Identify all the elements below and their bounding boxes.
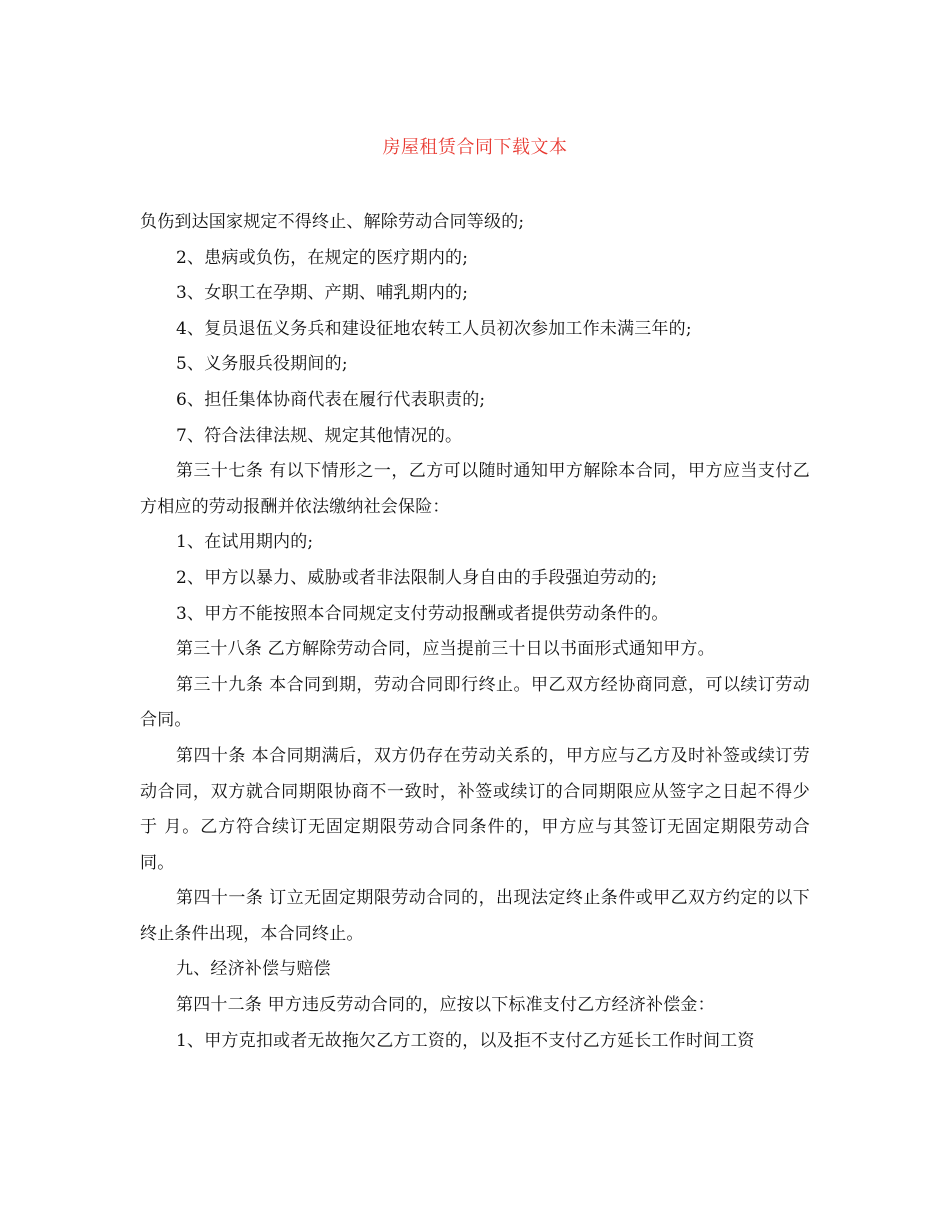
paragraph: 负伤到达国家规定不得终止、解除劳动合同等级的; xyxy=(140,212,525,232)
paragraph: 6、担任集体协商代表在履行代表职责的; xyxy=(176,389,486,410)
paragraph: 4、复员退伍义务兵和建设征地农转工人员初次参加工作未满三年的; xyxy=(176,318,692,339)
paragraph: 第三十七条 有以下情形之一，乙方可以随时通知甲方解除本合同，甲方应当支付乙方相应的劳动报酬并依法缴纳社会保险： xyxy=(140,461,810,517)
document-body xyxy=(140,205,810,1059)
paragraph: 3、女职工在孕期、产期、哺乳期内的; xyxy=(176,283,469,304)
paragraph: 九、经济补偿与赔偿 xyxy=(176,959,331,980)
paragraph: 第三十八条 乙方解除劳动合同，应当提前三十日以书面形式通知甲方。 xyxy=(176,639,715,660)
paragraph: 第四十条 本合同期满后，双方仍存在劳动关系的，甲方应与乙方及时补签或续订劳动合同，双方就合同期限协商不一致时，补签或续订的合同期限应从签字之日起不得少于 月。乙方符合续订无固定期限劳动合同条件的，甲方应与其签订无固定期限劳动合同。 xyxy=(140,745,810,873)
paragraph: 2、甲方以暴力、威胁或者非法限制人身自由的手段强迫劳动的; xyxy=(176,567,658,588)
paragraph: 第三十九条 本合同到期，劳动合同即行终止。甲乙双方经协商同意，可以续订劳动合同。 xyxy=(140,674,810,731)
paragraph: 1、在试用期内的; xyxy=(176,532,314,553)
paragraph: 1、甲方克扣或者无故拖欠乙方工资的，以及拒不支付乙方延长工作时间工资 xyxy=(176,1030,755,1051)
paragraph: 7、符合法律法规、规定其他情况的。 xyxy=(176,425,463,446)
paragraph: 3、甲方不能按照本合同规定支付劳动报酬或者提供劳动条件的。 xyxy=(176,603,669,624)
paragraph: 2、患病或负伤，在规定的医疗期内的; xyxy=(176,247,469,268)
paragraph: 5、义务服兵役期间的; xyxy=(176,354,348,375)
document-title: 房屋租赁合同下载文本 xyxy=(382,137,568,158)
paragraph: 第四十二条 甲方违反劳动合同的，应按以下标准支付乙方经济补偿金： xyxy=(176,995,715,1016)
paragraph: 第四十一条 订立无固定期限劳动合同的，出现法定终止条件或甲乙双方约定的以下终止条件出现，本合同终止。 xyxy=(140,888,810,944)
